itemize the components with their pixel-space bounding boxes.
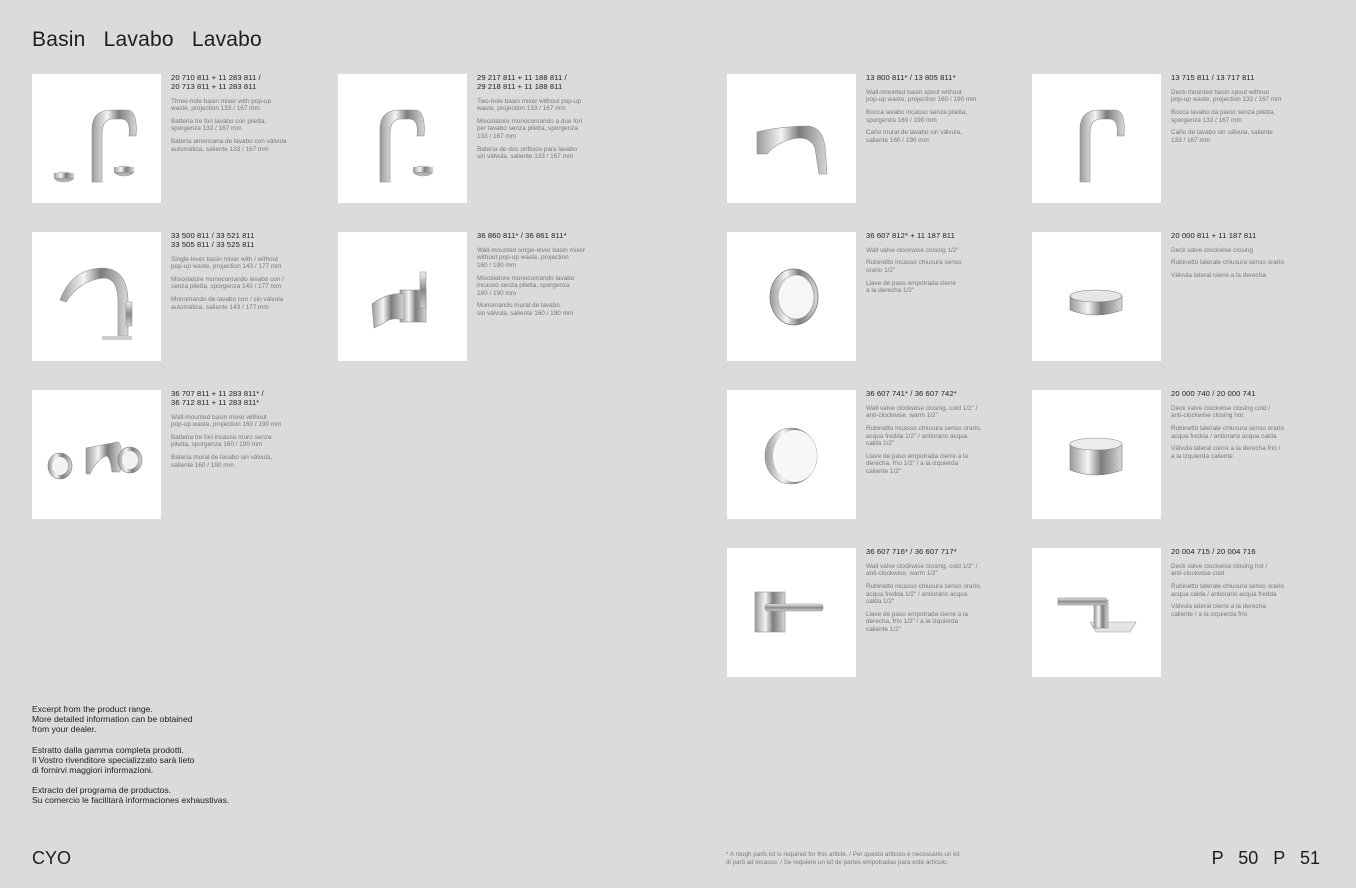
product-desc-en: Wall valve clockwise closing 1/2" xyxy=(866,246,959,254)
wall-single-lever-icon xyxy=(338,232,467,361)
product-image xyxy=(727,232,856,361)
product-desc-es: Válvula lateral cierre a la derecha caliente / a la izquierda frío xyxy=(1171,603,1266,618)
product-code: 29 217 811 + 11 188 811 / 29 218 811 + 11 188 811 xyxy=(477,73,567,91)
product-desc-es: Batería de dos orificios para lavabo sin válvula, saliente 133 / 167 mm xyxy=(477,145,578,161)
product-code: 36 860 811* / 36 861 811* xyxy=(477,231,567,240)
wall-valve-ring-icon xyxy=(727,232,856,361)
product-info xyxy=(477,232,613,323)
product-card xyxy=(1032,548,1322,678)
product-image xyxy=(32,232,161,361)
product-desc-it: Miscelatore monocomando a due fori per lavabo senza piletta, sporgenza 133 / 167 mm xyxy=(477,117,583,140)
product-card xyxy=(32,74,322,204)
product-desc-es: Válvula lateral cierre a la derecha frío / a la izquierda caliente xyxy=(1171,445,1281,460)
product-desc-es: Caño de lavabo sin válvula, saliente 133 / 167 mm xyxy=(1171,129,1273,144)
product-code: 20 000 811 + 11 187 811 xyxy=(1171,231,1257,240)
product-card xyxy=(32,390,322,520)
product-desc-it: Rubinetto laterale chiusura senso orario acqua calda / antiorario acqua fredda xyxy=(1171,582,1284,598)
product-card xyxy=(1032,74,1322,204)
product-desc-it: Rubinetto incasso chiusura senso orario, acqua fredda 1/2" / antiorario acqua calda 1/2" xyxy=(866,424,982,448)
product-desc-it: Rubinetto incasso chiusura senso orario, acqua fredda 1/2" / antiorario acqua calda 1/2" xyxy=(866,582,982,606)
product-image xyxy=(32,74,161,203)
product-code: 20 710 811 + 11 283 811 / 20 713 811 + 11 283 811 xyxy=(171,73,261,91)
product-info xyxy=(171,232,307,316)
product-desc-it: Rubinetto incasso chiusura senso orario 1/2" xyxy=(866,259,962,274)
note-en: Excerpt from the product range. More detailed information can be obtained from your dealer. xyxy=(32,704,193,735)
product-info xyxy=(866,232,1002,300)
product-desc-it: Miscelatore monocomando lavabo incasso senza piletta, sporgenza 160 / 190 mm xyxy=(477,274,575,297)
single-lever-mixer-icon xyxy=(32,232,161,361)
product-desc-en: Three-hole basin mixer with pop-up waste, projection 133 / 167 mm xyxy=(171,97,272,113)
product-info xyxy=(1171,548,1307,623)
product-card xyxy=(338,74,628,204)
wall-valve-knob-icon xyxy=(727,390,856,519)
product-desc-en: Wall valve clockwise closing, cold 1/2" / anti-clockwise, warm 1/2" xyxy=(866,562,978,578)
product-info xyxy=(1171,232,1307,285)
three-hole-basin-mixer-icon xyxy=(32,74,161,203)
product-desc-en: Wall-mounted basin mixer without pop-up waste, projection 160 / 190 mm xyxy=(171,413,282,429)
product-code: 36 607 812* + 11 187 811 xyxy=(866,231,955,240)
product-image xyxy=(1032,74,1161,203)
wall-basin-mixer-icon xyxy=(32,390,161,519)
product-code: 36 707 811 + 11 283 811* / 36 712 811 + 11 283 811* xyxy=(171,389,264,407)
product-desc-es: Válvula lateral cierre a la derecha xyxy=(1171,271,1266,279)
note-es: Extracto del programa de productos. Su comercio le facilitará informaciones exhaustivas. xyxy=(32,785,230,806)
product-desc-en: Single-lever basin mixer with / without pop-up waste, projection 143 / 177 mm xyxy=(171,255,282,271)
product-code: 36 607 741* / 36 607 742* xyxy=(866,389,957,398)
product-info xyxy=(866,74,1002,149)
product-card xyxy=(727,232,1017,362)
product-desc-en: Deck valve clockwise closing xyxy=(1171,246,1254,254)
product-desc-en: Deck valve clockwise closing hot / anti-clockwise cold xyxy=(1171,562,1268,578)
product-image xyxy=(1032,390,1161,519)
footnote: * A rough parts kit is required for this article. / Per questo articolo è necessario un kit di parti ad incasso. / Se requiere un kit de partes empotradas para este artículo. xyxy=(726,851,960,866)
wall-valve-lever-icon xyxy=(727,548,856,677)
product-desc-es: Llave de paso empotrada cierre a la derecha, frío 1/2" / a la izquierda caliente 1/2" xyxy=(866,452,968,475)
product-code: 13 800 811* / 13 805 811* xyxy=(866,73,956,82)
product-image xyxy=(727,74,856,203)
product-image xyxy=(32,390,161,519)
product-desc-en: Deck valve clockwise closing cold / anti-clockwise closing hot xyxy=(1171,404,1271,420)
product-desc-it: Bocca lavabo incasso senza piletta, sporgenza 160 / 190 mm xyxy=(866,108,968,124)
wall-spout-icon xyxy=(727,74,856,203)
product-image xyxy=(338,232,467,361)
product-card xyxy=(338,232,628,362)
product-image xyxy=(338,74,467,203)
product-card xyxy=(1032,390,1322,520)
product-desc-en: Two-hole basin mixer without pop-up waste, projection 133 / 167 mm xyxy=(477,97,582,113)
product-desc-es: Llave de paso empotrada cierre a la derecha 1/2" xyxy=(866,279,956,295)
product-desc-it: Bocca lavabo da piano senza piletta, sporgenza 133 / 167 mm xyxy=(1171,108,1276,124)
product-desc-en: Wall valve clockwise closing, cold 1/2" / anti-clockwise, warm 1/2" xyxy=(866,404,978,420)
product-card xyxy=(727,74,1017,204)
product-info xyxy=(1171,74,1307,149)
product-card xyxy=(1032,232,1322,362)
note-it: Estratto dalla gamma completa prodotti. Il Vostro rivenditore specializzato sarà lieto di fornirvi maggiori informazioni. xyxy=(32,744,195,776)
product-image xyxy=(727,390,856,519)
product-image xyxy=(727,548,856,677)
deck-valve-knob-icon xyxy=(1032,390,1161,519)
deck-valve-ring-icon xyxy=(1032,232,1161,361)
product-code: 20 004 715 / 20 004 716 xyxy=(1171,547,1256,556)
product-code: 33 500 811 / 33 521 811 33 505 811 / 33 525 811 xyxy=(171,231,255,249)
product-desc-es: Llave de paso empotrada cierre a la derecha, frío 1/2" / a la izquierda caliente 1/2" xyxy=(866,610,968,633)
product-card xyxy=(32,232,322,362)
product-desc-es: Monomando de lavabo con / sin válvula automática, saliente 143 / 177 mm xyxy=(171,295,284,311)
product-info xyxy=(171,74,307,158)
product-image xyxy=(1032,548,1161,677)
page-title: Basin Lavabo Lavabo xyxy=(32,28,262,51)
product-desc-es: Caño mural de lavabo sin válvula, saliente 160 / 190 mm xyxy=(866,129,962,144)
product-info xyxy=(866,390,1002,481)
product-desc-es: Batería americana de lavabo con válvula automática, saliente 133 / 167 mm xyxy=(171,137,287,153)
product-desc-it: Batteria tre fori lavabo con piletta, sporgenza 133 / 167 mm xyxy=(171,117,267,133)
brand-name: CYO xyxy=(32,848,72,868)
product-info xyxy=(866,548,1002,639)
product-desc-it: Batteria tre fori incasso muro senza piletta, sporgenza 160 / 190 mm xyxy=(171,433,272,449)
product-desc-en: Deck-mounted basin spout without pop-up waste, projection 133 / 167 mm xyxy=(1171,88,1282,104)
product-desc-en: Wall-mounted single-lever basin mixer without pop-up waste, projection 160 / 190 mm xyxy=(477,246,586,269)
deck-spout-icon xyxy=(1032,74,1161,203)
range-notes xyxy=(32,704,229,816)
product-info xyxy=(171,390,307,474)
two-hole-basin-mixer-icon xyxy=(338,74,467,203)
page-numbers: P 50 P 51 xyxy=(1211,848,1320,868)
product-desc-it: Rubinetto laterale chiusura senso orario acqua fredda / antiorario acqua calda xyxy=(1171,424,1284,440)
product-desc-es: Monomando mural de lavabo sin válvula, saliente 160 / 190 mm xyxy=(477,302,574,317)
product-desc-it: Miscelatore monocomando lavabo con / senza piletta, sporgenza 143 / 177 mm xyxy=(171,275,284,291)
product-code: 13 715 811 / 13 717 811 xyxy=(1171,73,1255,82)
product-code: 20 000 740 / 20 000 741 xyxy=(1171,389,1256,398)
product-code: 36 607 716* / 36 607 717* xyxy=(866,547,957,556)
product-desc-it: Rubinetto laterale chiusura senso orario xyxy=(1171,259,1284,267)
product-info xyxy=(477,74,613,166)
deck-valve-lever-icon xyxy=(1032,548,1161,677)
product-desc-en: Wall-mounted basin spout without pop-up waste, projection 160 / 190 mm xyxy=(866,88,977,104)
product-info xyxy=(1171,390,1307,465)
product-image xyxy=(1032,232,1161,361)
product-card xyxy=(727,548,1017,678)
product-card xyxy=(727,390,1017,520)
product-desc-es: Batería mural de lavabo sin válvula, saliente 160 / 190 mm xyxy=(171,453,273,469)
